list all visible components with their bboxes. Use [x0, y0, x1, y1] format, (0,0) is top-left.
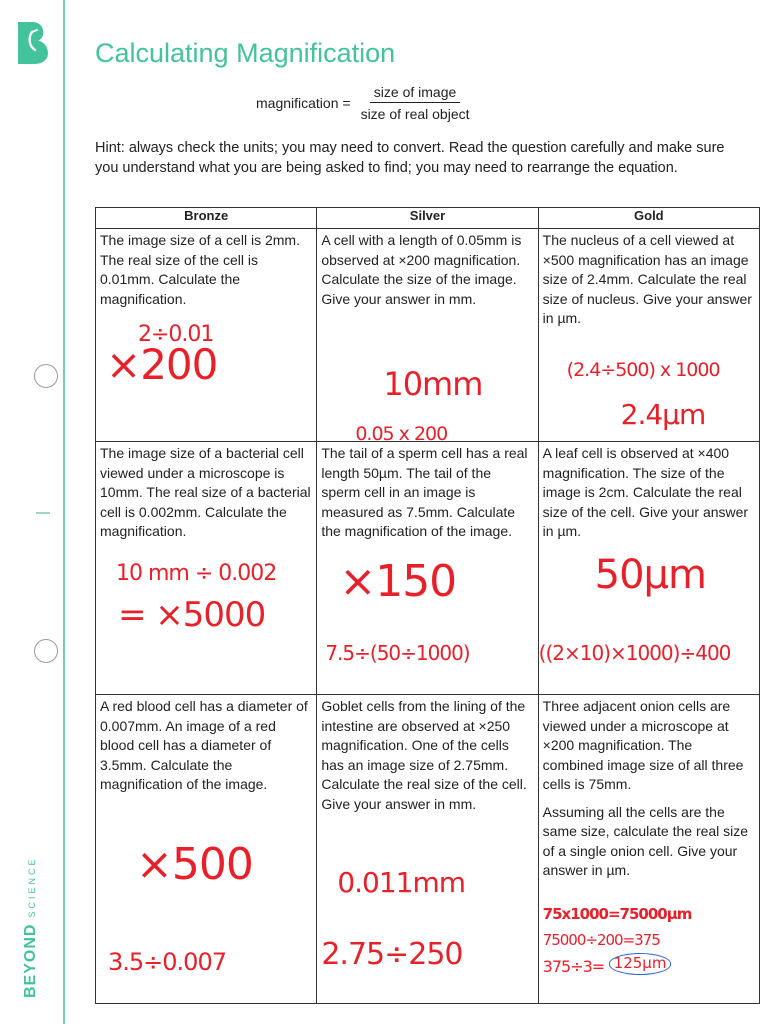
handwritten-answer: ×200 — [106, 340, 218, 389]
questions-table — [95, 207, 760, 1004]
table-header-row — [96, 208, 760, 229]
hint-text: Hint: always check the units; you may need to convert. Read the question carefully and make sure you understand what you are being asked to find; you may need to rearrange the equation. — [95, 140, 725, 176]
handwritten-working: 375÷3= — [542, 957, 605, 976]
formula-fraction — [357, 84, 474, 122]
magnification-formula — [256, 84, 474, 122]
header-gold: Gold — [538, 208, 759, 229]
question-text: The image size of a bacterial cell viewed under a microscope is 10mm. The real size of a bacterial cell is 0.002mm. Calculate the magnification. — [100, 445, 311, 539]
cell-gold — [538, 695, 759, 1004]
margin-line — [63, 0, 65, 1024]
handwritten-answer: 2.4µm — [620, 398, 706, 431]
cell-gold — [538, 229, 759, 442]
handwritten-working: 75x1000=75000µm — [542, 905, 692, 923]
handwritten-answer: ×150 — [339, 556, 457, 607]
brand-name: BEYOND — [22, 923, 39, 998]
question-text-2: Assuming all the cells are the same size, calculate the real size of a single onion cell. Give your answer in µm. — [542, 803, 749, 878]
table-row — [96, 695, 760, 1004]
cell-bronze — [96, 229, 317, 442]
handwritten-working: 3.5÷0.007 — [108, 948, 226, 976]
punch-hole-bottom — [34, 639, 58, 663]
handwritten-answer: 0.011mm — [337, 866, 466, 899]
cell-silver — [317, 229, 538, 445]
handwritten-answer: 10mm — [383, 365, 483, 403]
handwritten-answer: 50µm — [594, 552, 706, 598]
handwritten-working: 2÷0.01 — [138, 322, 214, 347]
header-silver: Silver — [317, 208, 538, 229]
handwritten-working: 75000÷200=375 — [542, 931, 660, 949]
question-text: Goblet cells from the lining of the intestine are observed at ×250 magnification. One of the cells has an image size of 2.75mm. Calculate the real size of the cell. Give your answer in mm. — [321, 698, 527, 812]
handwritten-answer: = ×5000 — [118, 595, 266, 635]
cell-bronze — [96, 695, 317, 1004]
handwritten-answer: ×500 — [136, 839, 253, 890]
cell-silver — [317, 695, 538, 1004]
beyond-logo-icon — [14, 20, 50, 66]
question-text: The image size of a cell is 2mm. The real size of the cell is 0.01mm. Calculate the magnification. — [100, 232, 300, 307]
formula-denominator: size of real object — [360, 106, 470, 122]
fold-mark — [36, 512, 50, 514]
formula-numerator: size of image — [370, 84, 460, 103]
brand-sub: SCIENCE — [27, 856, 37, 918]
punch-hole-top — [34, 364, 58, 388]
circled-answer: 125µm — [609, 953, 672, 975]
header-bronze: Bronze — [96, 208, 317, 229]
question-text: Three adjacent onion cells are viewed under a microscope at ×200 magnification. The combined image size of all three cells is 75mm. — [542, 698, 744, 792]
handwritten-working: ((2×10)×1000)÷400 — [538, 641, 731, 665]
cell-silver — [317, 442, 538, 695]
question-text: The tail of a sperm cell has a real length 50µm. The tail of the sperm cell in an image is measured as 7.5mm. Calculate the magnification of the image. — [321, 445, 528, 539]
brand-vertical — [22, 857, 40, 998]
formula-label: magnification = — [256, 95, 351, 111]
page-title: Calculating Magnification — [95, 38, 396, 68]
table-row — [96, 229, 760, 442]
question-text: A red blood cell has a diameter of 0.007mm. An image of a red blood cell has a diameter of 3.5mm. Calculate the magnification of the image. — [100, 698, 308, 792]
question-text: The nucleus of a cell viewed at ×500 magnification has an image size of 2.4mm. Calculate the real size of nucleus. Give your answer in µm. — [542, 232, 752, 326]
cell-gold — [538, 442, 759, 695]
handwritten-working: 2.75÷250 — [321, 937, 463, 972]
question-text: A cell with a length of 0.05mm is observed at ×200 magnification. Calculate the size of the image. Give your answer in mm. — [321, 232, 522, 307]
handwritten-working: 10 mm ÷ 0.002 — [116, 561, 277, 586]
handwritten-working: 7.5÷(50÷1000) — [325, 641, 470, 665]
handwritten-working: 0.05 x 200 — [355, 423, 448, 445]
table-row — [96, 442, 760, 695]
question-text: A leaf cell is observed at ×400 magnification. The size of the image is 2cm. Calculate the real size of the cell. Give your answer in µm. — [542, 445, 749, 539]
handwritten-working: (2.4÷500) x 1000 — [566, 359, 720, 381]
cell-bronze — [96, 442, 317, 695]
